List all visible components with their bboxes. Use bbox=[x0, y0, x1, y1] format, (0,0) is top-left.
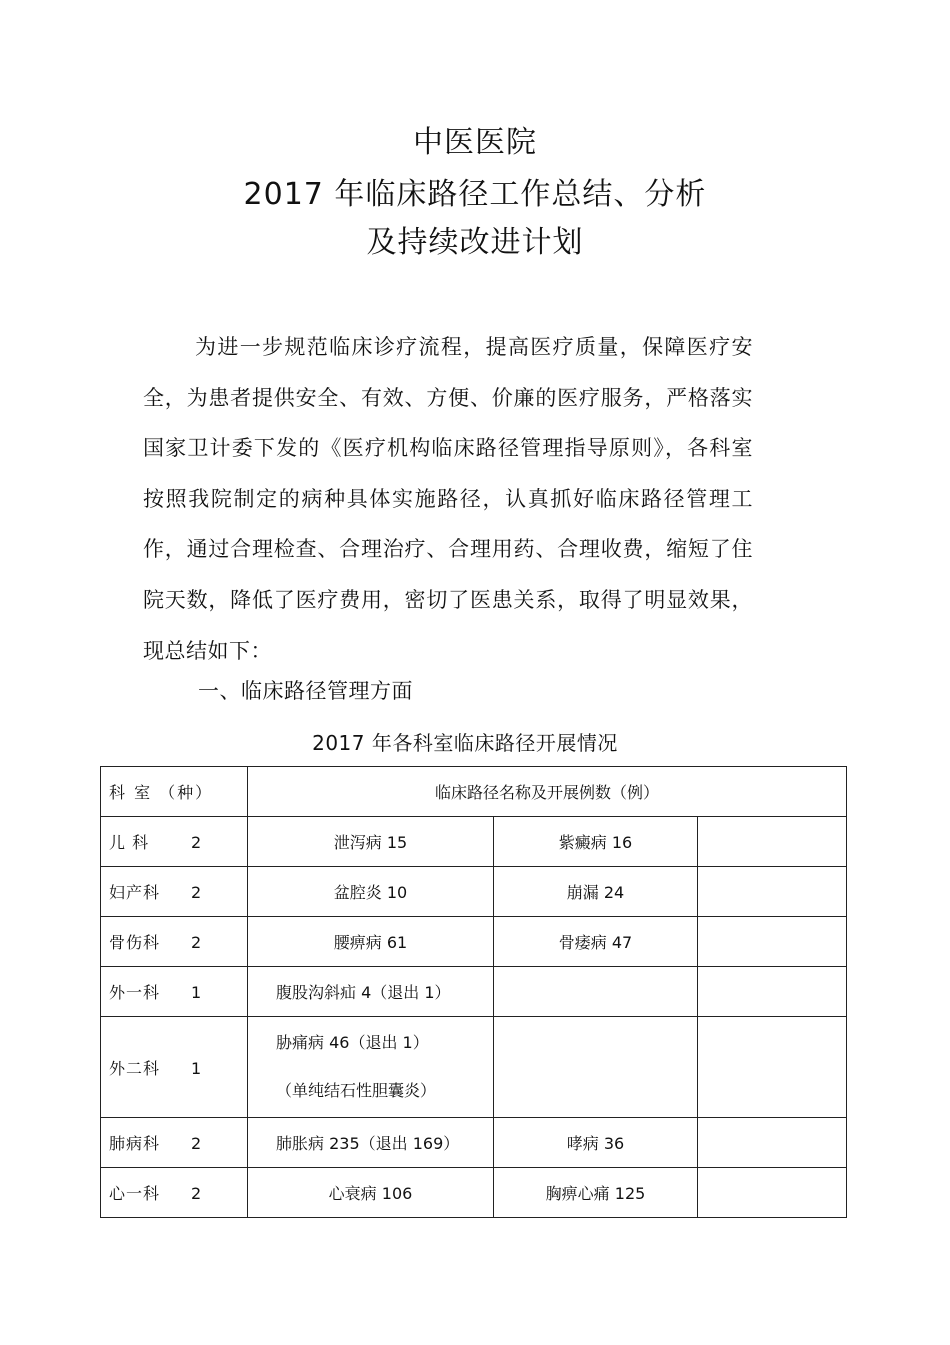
dept-cell bbox=[101, 1017, 248, 1118]
dept-cell bbox=[101, 867, 248, 917]
dept-cell bbox=[101, 967, 248, 1017]
dept-name: 心一科 bbox=[109, 1184, 161, 1203]
dept-count: 2 bbox=[191, 833, 202, 852]
dept-cell bbox=[101, 917, 248, 967]
dept-name: 外一科 bbox=[109, 983, 161, 1002]
path-cell-2 bbox=[494, 1017, 698, 1118]
dept-count: 2 bbox=[191, 1184, 202, 1203]
path-cell-3 bbox=[698, 917, 847, 967]
path-cell-1: 泄泻病 15 bbox=[248, 817, 494, 867]
path-cell-2: 崩漏 24 bbox=[494, 867, 698, 917]
dept-name: 骨伤科 bbox=[109, 933, 161, 952]
path-cell-1 bbox=[248, 1017, 494, 1118]
dept-name: 妇产科 bbox=[109, 883, 161, 902]
path-cell-1: 腹股沟斜疝 4（退出 1） bbox=[248, 967, 494, 1017]
dept-name: 儿 科 bbox=[109, 833, 150, 852]
path-cell-2 bbox=[494, 967, 698, 1017]
path-cell-2: 紫癜病 16 bbox=[494, 817, 698, 867]
dept-count: 2 bbox=[191, 883, 202, 902]
dept-name: 肺病科 bbox=[109, 1134, 161, 1153]
section-heading: 一、临床路径管理方面 bbox=[198, 679, 413, 703]
title-line-1: 中医医院 bbox=[413, 125, 537, 160]
path-name: 胁痛病 46（退出 1） bbox=[276, 1033, 429, 1052]
document-title bbox=[0, 120, 950, 266]
clinical-path-table bbox=[100, 766, 847, 1218]
path-note: （单纯结石性胆囊炎） bbox=[276, 1081, 437, 1100]
table-row bbox=[101, 817, 847, 867]
path-cell-1: 肺胀病 235（退出 169） bbox=[248, 1118, 494, 1168]
title-line-2: 2017 年临床路径工作总结、分析 bbox=[243, 177, 707, 212]
header-dept: 科 室 （种） bbox=[101, 767, 248, 817]
table-row bbox=[101, 1168, 847, 1218]
dept-cell bbox=[101, 1118, 248, 1168]
dept-count: 1 bbox=[191, 983, 202, 1002]
dept-name: 外二科 bbox=[109, 1058, 161, 1078]
title-line-3: 及持续改进计划 bbox=[366, 225, 584, 260]
header-paths: 临床路径名称及开展例数（例） bbox=[248, 767, 847, 817]
path-cell-2: 哮病 36 bbox=[494, 1118, 698, 1168]
dept-cell bbox=[101, 1168, 248, 1218]
table-row bbox=[101, 1017, 847, 1118]
table-row bbox=[101, 967, 847, 1017]
dept-count: 2 bbox=[191, 1134, 202, 1153]
table-row bbox=[101, 867, 847, 917]
path-cell-1: 盆腔炎 10 bbox=[248, 867, 494, 917]
path-cell-3 bbox=[698, 1017, 847, 1118]
table-caption: 2017 年各科室临床路径开展情况 bbox=[312, 731, 618, 755]
path-cell-3 bbox=[698, 1118, 847, 1168]
intro-paragraph: 为进一步规范临床诊疗流程，提高医疗质量，保障医疗安全，为患者提供安全、有效、方便、价廉的医疗服务，严格落实国家卫计委下发的《医疗机构临床路径管理指导原则》，各科室按照我院制定的病种具体实施路径，认真抓好临床路径管理工作，通过合理检查、合理治疗、合理用药、合理收费，缩短了住院天数，降低了医疗费用，密切了医患关系，取得了明显效果，现总结如下： bbox=[143, 335, 753, 663]
path-cell-2: 胸痹心痛 125 bbox=[494, 1168, 698, 1218]
path-cell-3 bbox=[698, 1168, 847, 1218]
table-header-row bbox=[101, 767, 847, 817]
path-cell-3 bbox=[698, 867, 847, 917]
path-cell-1: 腰痹病 61 bbox=[248, 917, 494, 967]
table-row bbox=[101, 917, 847, 967]
dept-count: 1 bbox=[191, 1058, 202, 1078]
path-cell-3 bbox=[698, 817, 847, 867]
path-cell-2: 骨痿病 47 bbox=[494, 917, 698, 967]
dept-cell bbox=[101, 817, 248, 867]
path-cell-3 bbox=[698, 967, 847, 1017]
table-row bbox=[101, 1118, 847, 1168]
dept-count: 2 bbox=[191, 933, 202, 952]
path-cell-1: 心衰病 106 bbox=[248, 1168, 494, 1218]
